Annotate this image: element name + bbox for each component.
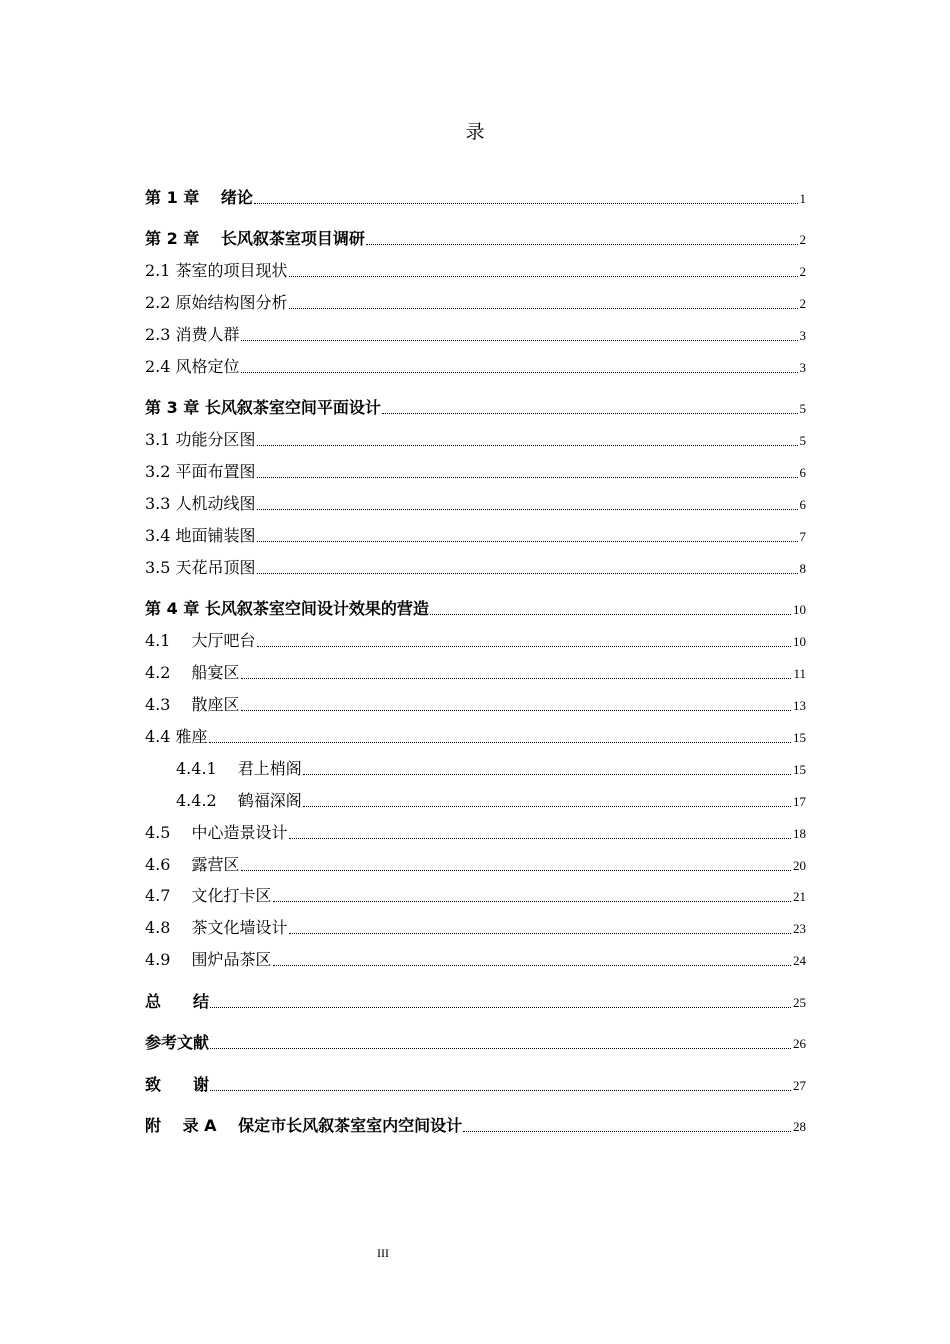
toc-entry-label: 4.1 大厅吧台 xyxy=(145,631,256,650)
toc-leader-dots xyxy=(210,1007,791,1008)
toc-leader-dots xyxy=(210,1090,791,1091)
toc-entry-label: 4.5 中心造景设计 xyxy=(145,823,288,842)
toc-entry-label: 4.4.1 君上梢阁 xyxy=(176,759,302,778)
toc-entry-page: 10 xyxy=(793,602,806,617)
toc-entry-label: 4.7 文化打卡区 xyxy=(145,886,272,905)
toc-entry-3-3[interactable] xyxy=(145,490,806,514)
toc-entry-chapter-2[interactable] xyxy=(145,225,806,249)
toc-leader-dots xyxy=(366,244,798,245)
toc-leader-dots xyxy=(241,870,791,871)
toc-leader-dots xyxy=(241,340,798,341)
toc-leader-dots xyxy=(289,933,791,934)
toc-entry-label: 3.4 地面铺装图 xyxy=(145,526,256,545)
toc-entry-page: 5 xyxy=(799,433,806,448)
toc-entry-4-5[interactable] xyxy=(145,819,806,843)
toc-entry-label: 3.5 天花吊顶图 xyxy=(145,558,256,577)
toc-entry-label: 致 谢 xyxy=(145,1075,210,1094)
toc-leader-dots xyxy=(241,710,791,711)
toc-entry-label: 2.2 原始结构图分析 xyxy=(145,293,288,312)
toc-leader-dots xyxy=(273,965,791,966)
toc-leader-dots xyxy=(257,541,798,542)
toc-entry-label: 3.3 人机动线图 xyxy=(145,494,256,513)
toc-entry-3-4[interactable] xyxy=(145,522,806,546)
toc-entry-4-3[interactable] xyxy=(145,691,806,715)
toc-entry-label: 参考文献 xyxy=(145,1033,210,1052)
toc-entry-4-9[interactable] xyxy=(145,946,806,970)
toc-leader-dots xyxy=(303,774,791,775)
toc-entry-page: 8 xyxy=(799,561,806,576)
toc-leader-dots xyxy=(289,308,798,309)
toc-entry-label: 4.4 雅座 xyxy=(145,727,208,746)
toc-entry-label: 第 3 章 长风叙茶室空间平面设计 xyxy=(145,398,381,417)
toc-entry-label: 2.1 茶室的项目现状 xyxy=(145,261,288,280)
toc-entry-4-8[interactable] xyxy=(145,914,806,938)
toc-entry-page: 7 xyxy=(799,529,806,544)
toc-entry-4-7[interactable] xyxy=(145,882,806,906)
toc-entry-page: 2 xyxy=(799,232,806,247)
toc-entry-page: 10 xyxy=(793,634,806,649)
toc-entry-label: 第 1 章 绪论 xyxy=(145,188,253,207)
toc-entry-page: 26 xyxy=(793,1036,806,1051)
toc-entry-label: 3.2 平面布置图 xyxy=(145,462,256,481)
toc-entry-label: 2.4 风格定位 xyxy=(145,357,240,376)
toc-entry-page: 17 xyxy=(793,794,806,809)
toc-entry-label: 2.3 消费人群 xyxy=(145,325,240,344)
toc-entry-chapter-4[interactable] xyxy=(145,595,806,619)
toc-leader-dots xyxy=(273,901,791,902)
toc-leader-dots xyxy=(289,838,791,839)
page-title: 录 xyxy=(465,121,485,143)
toc-entry-page: 5 xyxy=(799,401,806,416)
toc-leader-dots xyxy=(289,276,798,277)
toc-entry-label: 附 录 A 保定市长风叙茶室室内空间设计 xyxy=(145,1116,463,1135)
toc-entry-page: 11 xyxy=(793,666,806,681)
toc-entry-label: 第 4 章 长风叙茶室空间设计效果的营造 xyxy=(145,599,429,618)
toc-entry-page: 24 xyxy=(793,953,806,968)
toc-entry-4-6[interactable] xyxy=(145,851,806,875)
toc-entry-page: 6 xyxy=(799,465,806,480)
toc-entry-label: 4.3 散座区 xyxy=(145,695,240,714)
toc-entry-2-3[interactable] xyxy=(145,321,806,345)
footer-page-number: III xyxy=(377,1246,389,1260)
toc-leader-dots xyxy=(209,742,791,743)
toc-entry-page: 6 xyxy=(799,497,806,512)
toc-entry-3-5[interactable] xyxy=(145,554,806,578)
toc-entry-summary[interactable] xyxy=(145,988,806,1012)
toc-entry-label: 第 2 章 长风叙茶室项目调研 xyxy=(145,229,365,248)
toc-entry-label: 4.9 围炉品茶区 xyxy=(145,950,272,969)
toc-entry-2-2[interactable] xyxy=(145,289,806,313)
toc-entry-label: 4.4.2 鹤福深阁 xyxy=(176,791,302,810)
toc-entry-label: 4.2 船宴区 xyxy=(145,663,240,682)
toc-leader-dots xyxy=(257,573,798,574)
toc-entry-2-1[interactable] xyxy=(145,257,806,281)
toc-entry-page: 15 xyxy=(793,730,806,745)
toc-entry-page: 1 xyxy=(799,191,806,206)
toc-leader-dots xyxy=(257,477,798,478)
toc-leader-dots xyxy=(257,445,798,446)
toc-entry-page: 2 xyxy=(799,264,806,279)
toc-entry-references[interactable] xyxy=(145,1029,806,1053)
toc-leader-dots xyxy=(382,413,798,414)
toc-leader-dots xyxy=(463,1131,791,1132)
toc-entry-4-4-2[interactable] xyxy=(176,787,806,811)
toc-entry-page: 3 xyxy=(799,328,806,343)
toc-entry-page: 25 xyxy=(793,995,806,1010)
toc-entry-page: 21 xyxy=(793,889,806,904)
toc-entry-chapter-1[interactable] xyxy=(145,184,806,208)
toc-entry-page: 13 xyxy=(793,698,806,713)
toc-entry-chapter-3[interactable] xyxy=(145,394,806,418)
toc-entry-4-1[interactable] xyxy=(145,627,806,651)
toc-entry-page: 3 xyxy=(799,360,806,375)
toc-entry-4-4[interactable] xyxy=(145,723,806,747)
toc-entry-page: 28 xyxy=(793,1119,806,1134)
toc-entry-label: 4.8 茶文化墙设计 xyxy=(145,918,288,937)
toc-entry-page: 23 xyxy=(793,921,806,936)
toc-entry-2-4[interactable] xyxy=(145,353,806,377)
toc-entry-3-1[interactable] xyxy=(145,426,806,450)
toc-leader-dots xyxy=(430,614,791,615)
toc-entry-4-4-1[interactable] xyxy=(176,755,806,779)
toc-entry-label: 3.1 功能分区图 xyxy=(145,430,256,449)
toc-leader-dots xyxy=(257,646,791,647)
toc-entry-appendix-a[interactable] xyxy=(145,1112,806,1136)
toc-leader-dots xyxy=(257,509,798,510)
toc-leader-dots xyxy=(241,372,798,373)
toc-entry-page: 18 xyxy=(793,826,806,841)
toc-leader-dots xyxy=(241,678,792,679)
toc-entry-page: 2 xyxy=(799,296,806,311)
toc-entry-page: 15 xyxy=(793,762,806,777)
toc-entry-page: 20 xyxy=(793,858,806,873)
toc-entry-acknowledgements[interactable] xyxy=(145,1071,806,1095)
toc-entry-4-2[interactable] xyxy=(145,659,806,683)
toc-leader-dots xyxy=(303,806,791,807)
toc-entry-label: 总 结 xyxy=(145,992,210,1011)
toc-entry-label: 4.6 露营区 xyxy=(145,855,240,874)
toc-leader-dots xyxy=(210,1048,791,1049)
toc-entry-3-2[interactable] xyxy=(145,458,806,482)
toc-entry-page: 27 xyxy=(793,1078,806,1093)
toc-leader-dots xyxy=(254,203,798,204)
